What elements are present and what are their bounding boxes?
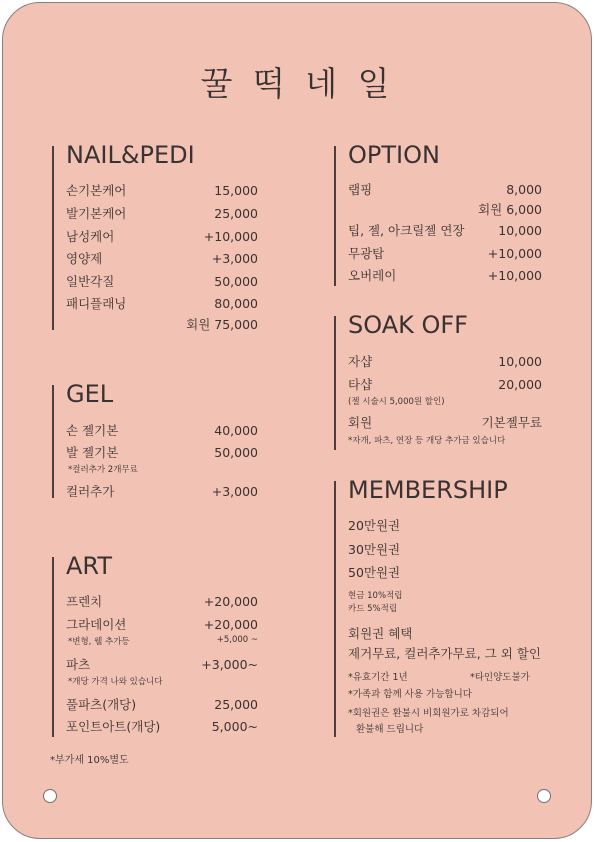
- menu-item: 발 젤기본 50,000: [66, 444, 258, 460]
- menu-item: 파츠 +3,000~: [66, 656, 258, 672]
- menu-item: 일반각질 50,000: [66, 273, 258, 289]
- right-hanging-hole: [537, 789, 551, 803]
- refund-note: *회원권은 환불시 비회원가로 차감되어: [348, 708, 509, 719]
- section-title: GEL: [66, 380, 114, 408]
- menu-item: 무광탑 +10,000: [348, 245, 542, 261]
- left-hanging-hole: [43, 789, 57, 803]
- section-divider: [52, 146, 54, 330]
- member-price: 회원 75,000: [186, 317, 258, 332]
- menu-item: 손 젤기본 40,000: [66, 422, 258, 438]
- card-rate: 카드 5%적립: [348, 604, 398, 614]
- section-title: OPTION: [348, 141, 440, 169]
- menu-item: 팁, 젤, 아크릴젤 연장 10,000: [348, 222, 542, 238]
- gradation-note: *변형, 웰 추가등: [68, 637, 130, 647]
- soak-footnote: *자개, 파츠, 연장 등 개당 추가금 있습니다: [348, 436, 506, 446]
- section-divider: [334, 146, 336, 286]
- benefit-title: 회원권 혜택: [348, 626, 413, 641]
- menu-item: 회원 기본젤무료: [348, 415, 542, 430]
- cash-rate: 현금 10%적립: [348, 591, 403, 601]
- menu-item: 포인트아트(개당) 5,000~: [66, 718, 258, 734]
- section-divider: [334, 316, 336, 450]
- menu-item: 타샵 20,000: [348, 376, 542, 392]
- menu-item: 남성케어 +10,000: [66, 228, 258, 244]
- menu-item: 패디플래닝 80,000: [66, 295, 258, 311]
- membership-pass: 50만원권: [348, 565, 401, 580]
- section-title: MEMBERSHIP: [348, 476, 508, 504]
- member-price: 회원 6,000: [478, 202, 542, 217]
- soak-discount-note: (젤 시술시 5,000원 할인): [348, 397, 445, 407]
- gradation-extra: +5,000 ~: [216, 635, 258, 645]
- vat-note: *부가세 10%별도: [50, 755, 129, 766]
- menu-item: 손기본케어 15,000: [66, 182, 258, 198]
- validity-note: *유효기간 1년: [348, 672, 408, 683]
- membership-pass: 30만원권: [348, 542, 401, 557]
- refund-note: 환불해 드립니다: [356, 724, 424, 735]
- parts-note: *개당 가격 나와 있습니다: [68, 677, 163, 687]
- benefit-desc: 제거무료, 컬러추가무료, 그 외 할인: [348, 646, 541, 661]
- family-note: *가족과 함께 사용 가능합니다: [348, 689, 472, 700]
- menu-item: 랩핑 8,000: [348, 181, 542, 197]
- menu-item: 프렌치 +20,000: [66, 593, 258, 609]
- section-title: ART: [66, 552, 113, 580]
- menu-item: 그라데이션 +20,000: [66, 616, 258, 632]
- section-divider: [52, 557, 54, 737]
- menu-item: 자샵 10,000: [348, 353, 542, 369]
- transfer-note: *타인양도불가: [470, 672, 530, 683]
- menu-item: 오버레이 +10,000: [348, 267, 542, 283]
- membership-pass: 20만원권: [348, 518, 401, 533]
- shop-title: 꿀 떡 네 일: [200, 64, 395, 103]
- menu-item: 영양제 +3,000: [66, 250, 258, 266]
- gel-note: *컬러추가 2개무료: [68, 465, 138, 475]
- menu-item: 발기본케어 25,000: [66, 205, 258, 221]
- section-divider: [52, 385, 54, 498]
- section-title: NAIL&PEDI: [66, 141, 195, 169]
- section-title: SOAK OFF: [348, 311, 468, 339]
- menu-item: 컬러추가 +3,000: [66, 483, 258, 499]
- menu-item: 풀파츠(개당) 25,000: [66, 696, 258, 712]
- section-divider: [334, 481, 336, 737]
